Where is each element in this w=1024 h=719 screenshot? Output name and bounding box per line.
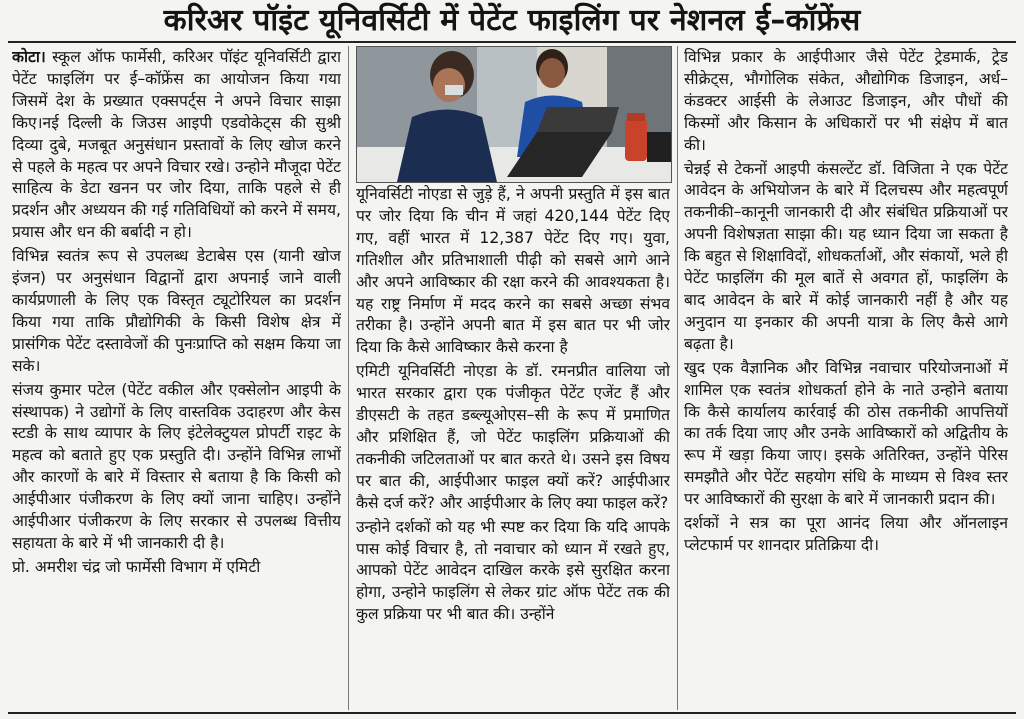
paragraph-2: विभिन्न स्वतंत्र रूप से उपलब्ध डेटाबेस एस (यानी खोज इंजन) पर अनुसंधान विद्वानों द्वारा अपनाई जाने वाली कार्यप्रणाली के लिए एक विस्तृत ट्यूटोरियल का प्रदर्शन किया गया ताकि प्रौद्योगिकी के किसी विशेष क्षेत्र में प्रासंगिक पेटेंट दस्तावेजों की पुनःप्राप्ति को सक्षम किया जा सके। — [12, 247, 341, 375]
paragraph-3: संजय कुमार पटेल (पेटेंट वकील और एक्सेलोन आइपी के संस्थापक) ने उद्योगों के लिए वास्तविक उदाहरण और केस स्टडी के साथ व्यापार के लिए इंटेलेक्टुयल प्रोपर्टी राइट के महत्व को बताते हुए एक प्रस्तुति दी। उन्होंने विभिन्न लाभों और कारणों के बारे में विस्तार से बताया है कि किसी को आईपीआर पंजीकरण के लिए क्यों जाना चाहिए। उन्होंने आईपीआर पंजीकरण के लिए सरकार से उपलब्ध वित्तीय सहायता के बारे में भी जानकारी दी है। — [12, 380, 341, 552]
paragraph-6: एमिटी यूनिवर्सिटी नोएडा के डॉ. रमनप्रीत वालिया जो भारत सरकार द्वारा एक पंजीकृत पेटेंट एजेंट हैं और डीएसटी के तहत डब्ल्यूओएस–सी के रूप में प्रमाणित और प्रशिक्षित हैं, जो पेटेंट फाइलिंग प्रक्रियाओं की तकनीकी जटिलताओं पर बात करते थे। उसने इस विषय पर बात की, आईपीआर फाइल क्यों करें? आईपीआर कैसे दर्ज करें? और आईपीआर के लिए क्या फाइल करें? — [356, 362, 670, 512]
news-photo — [356, 46, 672, 183]
photo-illustration — [357, 47, 671, 182]
column-2 — [356, 184, 670, 709]
paragraph-1-text: स्कूल ऑफ फार्मेसी, करिअर पॉइंट यूनिवर्सिटी द्वारा पेटेंट फाइलिंग पर ई–कॉफ्रेंस का आयोजन किया गया जिसमें देश के प्रख्यात एक्सपर्ट्स ने अपने विचार साझा किए।नई दिल्ली के जिउस आइपी एडवोकेट्स की सुश्री दिव्या दुबे, मजबूत अनुसंधान प्रस्तावों के लिए खोज करने से पहले के महत्व पर अपने विचार रखे। उन्होने मौजूदा पेटेंट साहित्य के डेटा खनन पर जोर दिया, ताकि पहले से ही प्रदर्शन और अध्ययन की गई गतिविधियों को करने में समय, प्रयास और धन की बर्बादी न हो। — [12, 48, 341, 242]
paragraph-5: यूनिवर्सिटी नोएडा से जुड़े हैं, ने अपनी प्रस्तुति में इस बात पर जोर दिया कि चीन में जहां 420,144 पेटेंट दिए गए, वहीं भारत में 12,387 पेटेंट दिए गए। युवा, गतिशील और प्रतिभाशाली पीढ़ी को सबसे आगे आने और अपने आविष्कार की रक्षा करने की आवश्यकता है। यह राष्ट्र निर्माण में मदद करने का सबसे अच्छा संभव तरीका है। उन्होंने अपनी बात में इस बात पर भी जोर दिया कि कैसे आविष्कार कैसे करना है — [356, 185, 670, 357]
column-3 — [684, 47, 1008, 709]
paragraph-9: चेन्नई से टेकनों आइपी कंसल्टेंट डॉ. विजिता ने एक पेटेंट आवेदन के अभियोजन के बारे में दिलचस्प और महत्वपूर्ण तकनीकी–कानूनी जानकारी दी और संबंधित प्रक्रियाओं पर अपनी विशेषज्ञता साझा की। यह ध्यान दिया जा सकता है कि बहुत से शिक्षाविदों, शोधकर्ताओं, और संकायों, भले ही पेटेंट फाइलिंग की मूल बातें से अवगत हों, फाइलिंग के बाद आवेदन के बारे में कोई जानकारी नहीं है और यह अनुदान या इनकार की अपनी यात्रा के लिए कैसे आगे बढ़ता है। — [684, 159, 1008, 353]
dateline: कोटा। — [12, 48, 46, 66]
headline-rule — [8, 41, 1016, 43]
bottom-rule — [8, 712, 1016, 714]
paragraph-10: खुद एक वैज्ञानिक और विभिन्न नवाचार परियोजनाओं में शामिल एक स्वतंत्र शोधकर्ता होने के नाते उन्होने बताया कि कैसे कार्यालय कार्रवाई की ठोस तकनीकी आपत्तियों का तर्क दिया जाए और उनके आविष्कारों को अद्वितीय के रूप में खड़ा किया जाए। इसके अतिरिक्त, उन्होंने पेरिस समझौते और पेटेंट सहयोग संधि के माध्यम से विश्व स्तर पर आविष्कारों की सुरक्षा के बारे में जानकारी प्रदान की। — [684, 358, 1008, 509]
column-divider-1 — [348, 46, 349, 710]
paragraph-11: दर्शकों ने सत्र का पूरा आनंद लिया और ऑनलाइन प्लेटफार्म पर शानदार प्रतिक्रिया दी। — [684, 514, 1008, 554]
column-divider-2 — [677, 46, 678, 710]
headline: करिअर पॉइंट यूनिवर्सिटी में पेटेंट फाइलिंग पर नेशनल ई–कॉफ्रेंस — [163, 3, 861, 38]
paragraph-8: विभिन्न प्रकार के आईपीआर जैसे पेटेंट ट्रेडमार्क, ट्रेड सीक्रेट्स, भौगोलिक संकेत, औद्योगिक डिजाइन, अर्ध–कंडक्टर आईसी के लेआउट डिजाइन, और पौधों की किस्मों और किसान के अधिकारों पर भी संक्षेप में बात की। — [684, 48, 1008, 154]
column-1 — [12, 47, 341, 709]
paragraph-4: प्रो. अमरीश चंद्र जो फार्मेसी विभाग में एमिटी — [12, 557, 261, 576]
paragraph-7: उन्होने दर्शकों को यह भी स्पष्ट कर दिया कि यदि आपके पास कोई विचार है, तो नवाचार को ध्यान में रखते हुए, आपको पेटेंट आवेदन दाखिल करके इसे सुरक्षित करना होगा, उन्होने फाइलिंग से लेकर ग्रांट ऑफ पेटेंट तक की कुल प्रक्रिया पर भी बात की। उन्होंने — [356, 517, 670, 624]
paragraph-1 — [12, 47, 341, 244]
